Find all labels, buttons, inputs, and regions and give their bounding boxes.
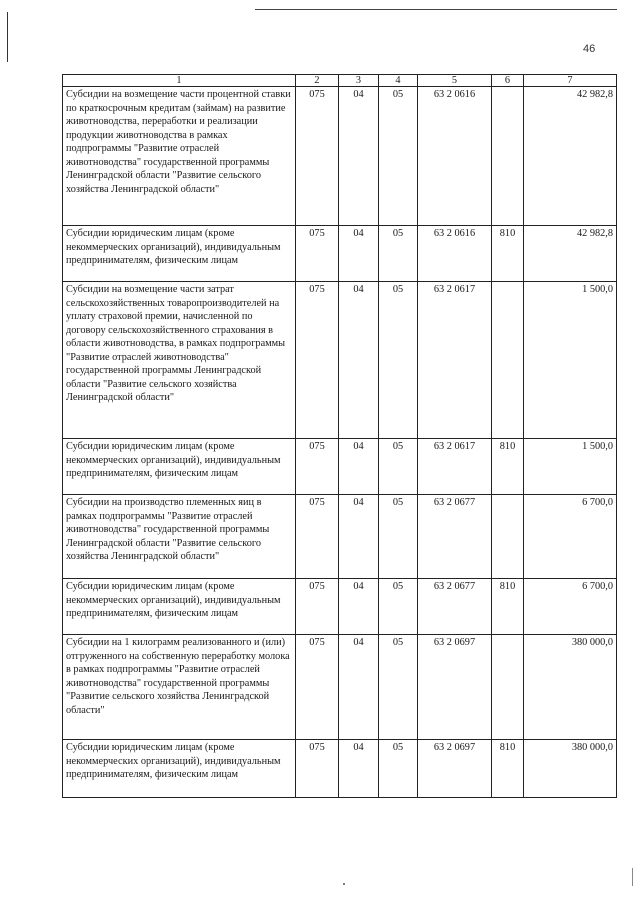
header-col-1: 1 — [63, 75, 296, 87]
row-section-code: 04 — [339, 495, 379, 579]
header-col-4: 4 — [379, 75, 418, 87]
row-section-code: 04 — [339, 282, 379, 439]
row-ministry-code: 075 — [296, 87, 339, 226]
budget-table — [62, 74, 617, 798]
row-expense-type: 810 — [492, 579, 524, 635]
header-col-7: 7 — [524, 75, 617, 87]
row-subsection-code: 05 — [379, 635, 418, 740]
table-row — [63, 87, 617, 226]
page-number: 46 — [583, 43, 596, 55]
row-subsection-code: 05 — [379, 439, 418, 495]
row-name: Субсидии юридическим лицам (кроме некоммерческих организаций), индивидуальным предпринимателям, физическим лицам — [63, 579, 296, 635]
header-col-2: 2 — [296, 75, 339, 87]
row-expense-type — [492, 87, 524, 226]
row-target-code: 63 2 0616 — [418, 87, 492, 226]
row-ministry-code: 075 — [296, 635, 339, 740]
row-expense-type: 810 — [492, 439, 524, 495]
row-ministry-code: 075 — [296, 439, 339, 495]
table-row — [63, 740, 617, 798]
right-margin-mark — [632, 868, 633, 886]
row-ministry-code: 075 — [296, 579, 339, 635]
row-expense-type — [492, 282, 524, 439]
row-expense-type — [492, 635, 524, 740]
row-subsection-code: 05 — [379, 226, 418, 282]
top-rule — [255, 9, 617, 10]
header-col-6: 6 — [492, 75, 524, 87]
row-expense-type: 810 — [492, 740, 524, 798]
row-expense-type — [492, 495, 524, 579]
row-target-code: 63 2 0616 — [418, 226, 492, 282]
row-name: Субсидии юридическим лицам (кроме некоммерческих организаций), индивидуальным предпринимателям, физическим лицам — [63, 226, 296, 282]
row-amount: 42 982,8 — [524, 226, 617, 282]
row-target-code: 63 2 0677 — [418, 579, 492, 635]
header-col-3: 3 — [339, 75, 379, 87]
table-row — [63, 635, 617, 740]
row-target-code: 63 2 0677 — [418, 495, 492, 579]
row-name: Субсидии юридическим лицам (кроме некоммерческих организаций), индивидуальным предпринимателям, физическим лицам — [63, 740, 296, 798]
row-section-code: 04 — [339, 740, 379, 798]
row-section-code: 04 — [339, 635, 379, 740]
row-subsection-code: 05 — [379, 282, 418, 439]
row-name: Субсидии юридическим лицам (кроме некоммерческих организаций), индивидуальным предпринимателям, физическим лицам — [63, 439, 296, 495]
table-row — [63, 226, 617, 282]
row-amount: 6 700,0 — [524, 495, 617, 579]
row-ministry-code: 075 — [296, 495, 339, 579]
row-amount: 1 500,0 — [524, 282, 617, 439]
table-row — [63, 579, 617, 635]
left-margin-mark — [7, 12, 8, 62]
row-subsection-code: 05 — [379, 87, 418, 226]
row-section-code: 04 — [339, 87, 379, 226]
scan-dot — [343, 883, 345, 885]
row-target-code: 63 2 0617 — [418, 282, 492, 439]
table-row — [63, 282, 617, 439]
row-target-code: 63 2 0697 — [418, 740, 492, 798]
row-target-code: 63 2 0617 — [418, 439, 492, 495]
row-subsection-code: 05 — [379, 495, 418, 579]
row-amount: 380 000,0 — [524, 740, 617, 798]
row-amount: 1 500,0 — [524, 439, 617, 495]
row-section-code: 04 — [339, 439, 379, 495]
row-target-code: 63 2 0697 — [418, 635, 492, 740]
row-section-code: 04 — [339, 579, 379, 635]
row-subsection-code: 05 — [379, 579, 418, 635]
table-row — [63, 439, 617, 495]
row-ministry-code: 075 — [296, 282, 339, 439]
row-amount: 380 000,0 — [524, 635, 617, 740]
row-amount: 6 700,0 — [524, 579, 617, 635]
header-row — [63, 75, 617, 87]
header-col-5: 5 — [418, 75, 492, 87]
row-expense-type: 810 — [492, 226, 524, 282]
row-name: Субсидии на 1 килограмм реализованного и (или) отгруженного на собственную переработку молока в рамках подпрограммы "Развитие отраслей животноводства" государственной программы "Развитие сельского хозяйства Ленинградской области" — [63, 635, 296, 740]
table-row — [63, 495, 617, 579]
row-name: Субсидии на возмещение части процентной ставки по краткосрочным кредитам (займам) на развитие животноводства, переработки и реализации продукции животноводства в рамках подпрограммы "Развитие отраслей животноводства" государственной программы Ленинградской области "Развитие сельского хозяйства Ленинградской области" — [63, 87, 296, 226]
row-name: Субсидии на производство племенных яиц в рамках подпрограммы "Развитие отраслей животноводства" государственной программы Ленинградской области "Развитие сельского хозяйства Ленинградской области" — [63, 495, 296, 579]
row-ministry-code: 075 — [296, 740, 339, 798]
row-amount: 42 982,8 — [524, 87, 617, 226]
row-section-code: 04 — [339, 226, 379, 282]
row-subsection-code: 05 — [379, 740, 418, 798]
row-name: Субсидии на возмещение части затрат сельскохозяйственных товаропроизводителей на уплату страховой премии, начисленной по договору сельскохозяйственного страхования в области животноводства, в рамках подпрограммы "Развитие отраслей животноводства" государственной программы Ленинградской области "Развитие сельского хозяйства Ленинградской области" — [63, 282, 296, 439]
row-ministry-code: 075 — [296, 226, 339, 282]
